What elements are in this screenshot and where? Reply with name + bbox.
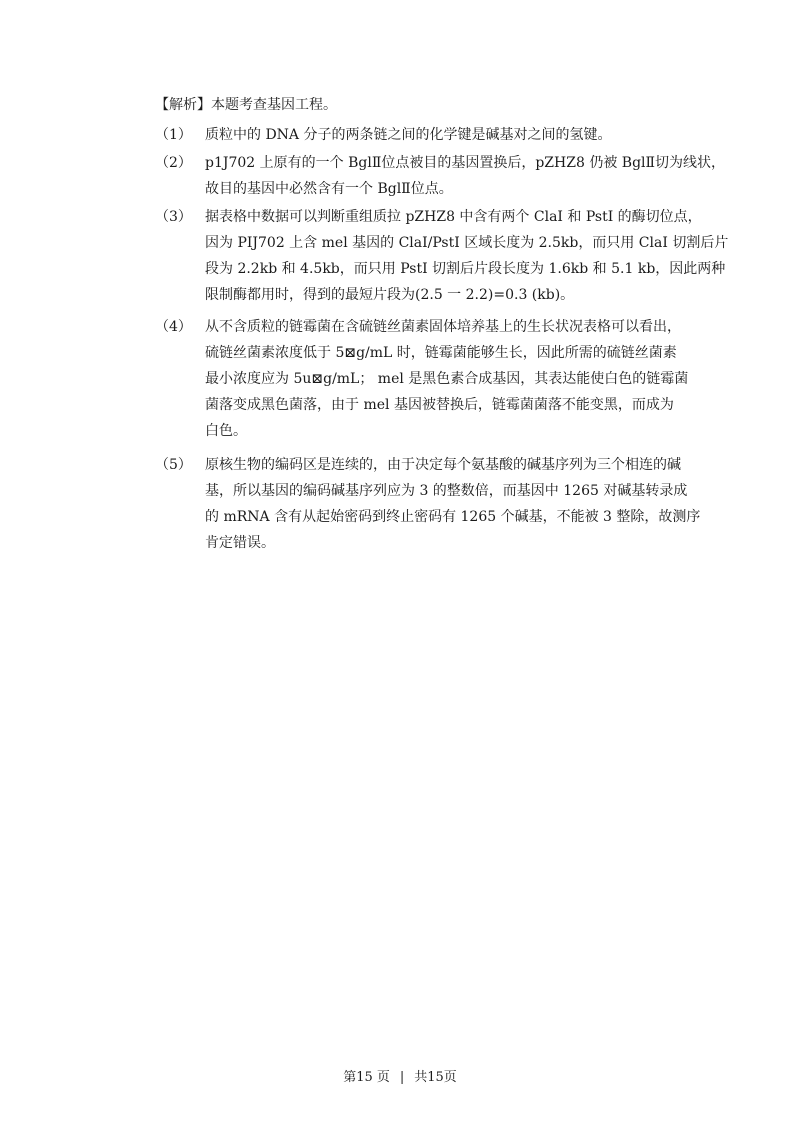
item-line: 段为 2.2kb 和 4.5kb，而只用 PstI 切割后片段长度为 1.6kb 和 5.1 kb，因此两种 [205, 261, 726, 277]
item-number: （3） [155, 209, 192, 225]
item-line: 质粒中的 DNA 分子的两条链之间的化学键是碱基对之间的氢键。 [205, 127, 612, 143]
item-number: （5） [155, 457, 192, 473]
item-line: 基，所以基因的编码碱基序列应为 3 的整数倍，而基因中 1265 对碱基转录成 [205, 483, 688, 499]
item-number: （1） [155, 127, 192, 143]
item-line: 从不含质粒的链霉菌在含硫链丝菌素固体培养基上的生长状况表格可以看出， [205, 319, 681, 335]
item-line: 原核生物的编码区是连续的，由于决定每个氨基酸的碱基序列为三个相连的碱 [205, 457, 681, 473]
page-current: 第15 页 [343, 1070, 390, 1085]
item-line: 白色。 [205, 423, 247, 439]
item-line: 的 mRNA 含有从起始密码到终止密码有 1265 个碱基，不能被 3 整除，故测序 [205, 509, 701, 525]
page-total: 共15页 [414, 1070, 457, 1085]
item-line: p1J702 上原有的一个 BglⅡ位点被目的基因置换后，pZHZ8 仍被 BglⅡ切为线状， [205, 155, 726, 171]
item-line: 据表格中数据可以判断重组质拉 pZHZ8 中含有两个 ClaI 和 PstI 的酶切位点， [205, 209, 702, 225]
item-line: 最小浓度应为 5u⊠g/mL； mel 是黑色素合成基因，其表达能使白色的链霉菌 [205, 371, 689, 387]
item-line: 因为 PIJ702 上含 mel 基因的 ClaI/PstI 区域长度为 2.5kb，而只用 ClaI 切割后片 [205, 235, 729, 251]
item-line: 限制酶都用时，得到的最短片段为(2.5 一 2.2)=0.3 (kb)。 [205, 287, 575, 303]
item-number: （2） [155, 155, 192, 171]
item-line: 故目的基因中必然含有一个 BglⅡ位点。 [205, 181, 453, 197]
item-line: 肯定错误。 [205, 535, 275, 551]
item-number: （4） [155, 319, 192, 335]
item-line: 硫链丝菌素浓度低于 5⊠g/mL 时，链霉菌能够生长，因此所需的硫链丝菌素 [205, 345, 677, 361]
footer-separator: | [399, 1070, 405, 1085]
page-footer [0, 1068, 800, 1088]
analysis-heading: 【解析】本题考查基因工程。 [155, 97, 337, 113]
item-line: 菌落变成黑色菌落，由于 mel 基因被替换后，链霉菌菌落不能变黑，而成为 [205, 397, 674, 413]
